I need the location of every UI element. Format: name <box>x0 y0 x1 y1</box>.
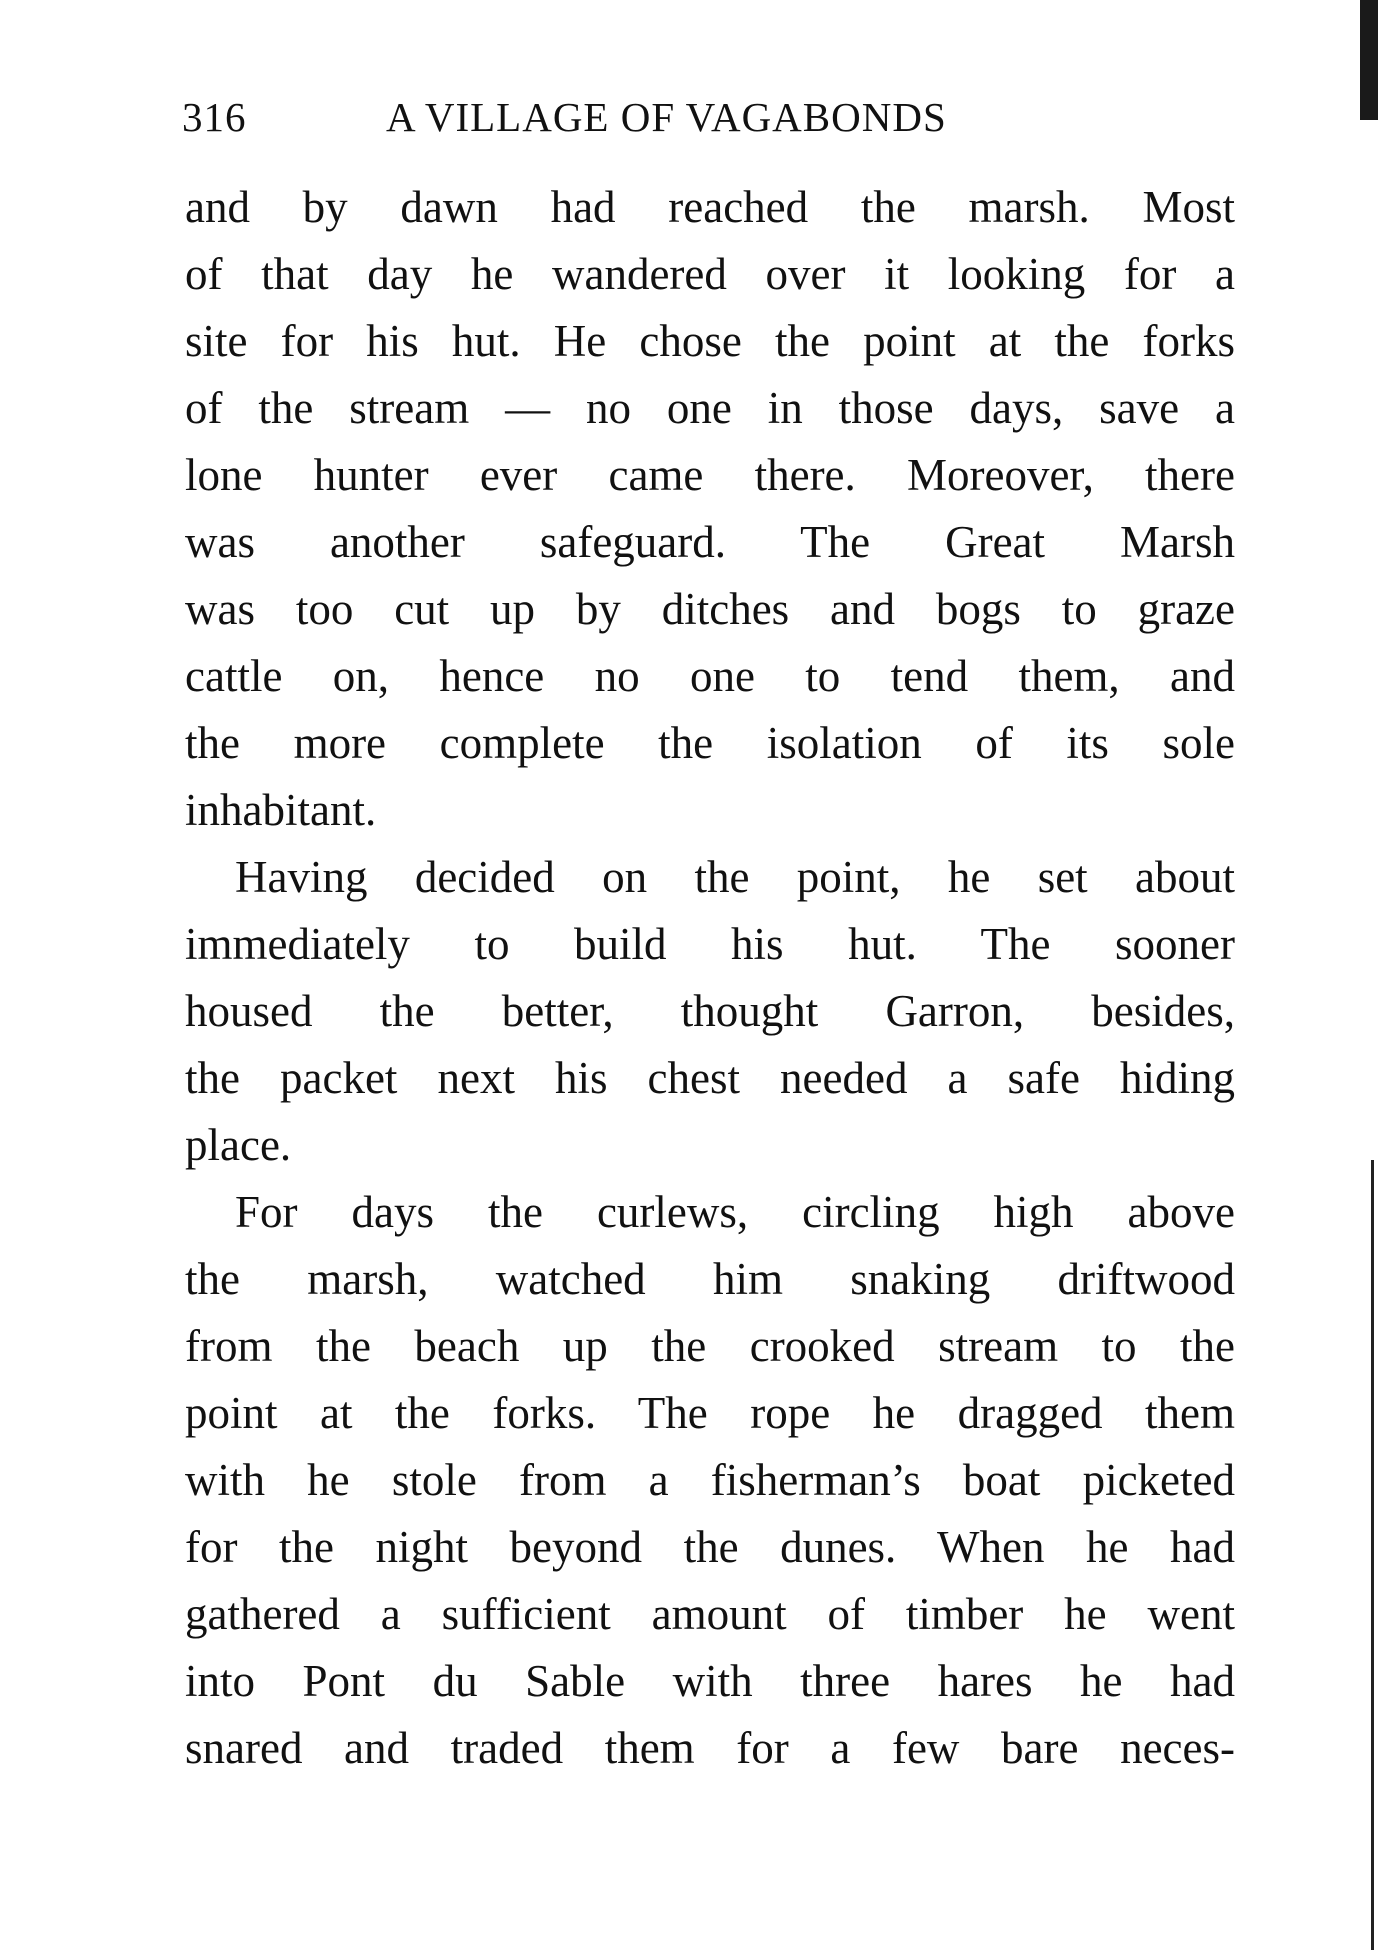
text-line: with he stole from a fisherman’s boat picketed <box>185 1455 1235 1505</box>
text-line: of that day he wandered over it looking for a <box>185 249 1235 299</box>
text-line: site for his hut. He chose the point at the forks <box>185 316 1235 366</box>
text-line: was another safeguard. The Great Marsh <box>185 517 1235 567</box>
text-line: place. <box>185 1120 292 1170</box>
text-line: into Pont du Sable with three hares he had <box>185 1656 1235 1706</box>
text-line: immediately to build his hut. The sooner <box>185 919 1235 969</box>
text-line: the more complete the isolation of its sole <box>185 718 1235 768</box>
scan-edge-artifact <box>1350 0 1380 1953</box>
body-text <box>185 174 1235 1782</box>
text-line: the packet next his chest needed a safe hiding <box>185 1053 1235 1103</box>
text-line: housed the better, thought Garron, besides, <box>185 986 1235 1036</box>
text-line: from the beach up the crooked stream to the <box>185 1321 1235 1371</box>
running-title: A VILLAGE OF VAGABONDS <box>386 94 947 140</box>
text-line: cattle on, hence no one to tend them, and <box>185 651 1235 701</box>
text-line: inhabitant. <box>185 785 377 835</box>
text-line: Having decided on the point, he set about <box>235 852 1235 902</box>
running-head <box>182 93 1232 149</box>
text-line: of the stream — no one in those days, save a <box>185 383 1235 433</box>
text-line: and by dawn had reached the marsh. Most <box>185 182 1235 232</box>
text-line: gathered a sufficient amount of timber he went <box>185 1589 1235 1639</box>
text-line: the marsh, watched him snaking driftwood <box>185 1254 1235 1304</box>
text-line: lone hunter ever came there. Moreover, there <box>185 450 1235 500</box>
text-line: was too cut up by ditches and bogs to graze <box>185 584 1235 634</box>
text-line: For days the curlews, circling high above <box>235 1187 1235 1237</box>
text-line: snared and traded them for a few bare neces- <box>185 1723 1235 1773</box>
text-line: for the night beyond the dunes. When he had <box>185 1522 1235 1572</box>
text-line: point at the forks. The rope he dragged them <box>185 1388 1235 1438</box>
scan-edge-rule <box>1371 1160 1374 1950</box>
scan-edge-mark <box>1360 0 1378 120</box>
page-number: 316 <box>182 94 247 140</box>
